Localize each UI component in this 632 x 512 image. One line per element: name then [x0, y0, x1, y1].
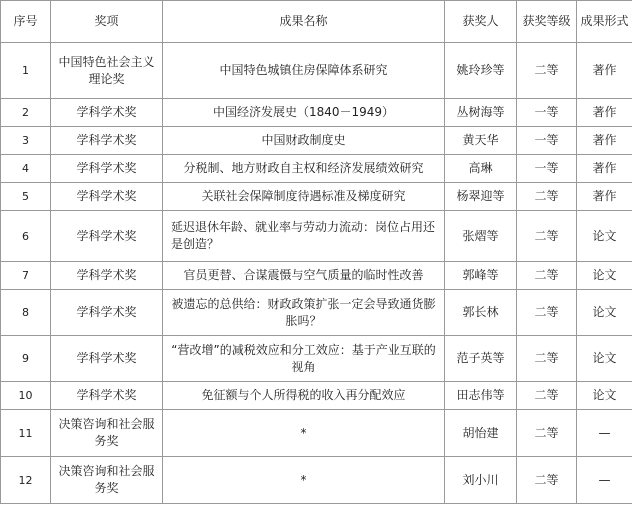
- cell-index: 8: [1, 290, 51, 336]
- table-row: [1, 43, 632, 99]
- cell-award: 学科学术奖: [51, 211, 163, 262]
- cell-level: 一等: [517, 99, 577, 127]
- cell-award: 决策咨询和社会服务奖: [51, 457, 163, 504]
- table-row: [1, 410, 632, 457]
- cell-form: 著作: [577, 99, 632, 127]
- cell-title: 分税制、地方财政自主权和经济发展绩效研究: [163, 155, 445, 183]
- cell-winner: 郭长林: [445, 290, 517, 336]
- cell-title: 免征额与个人所得税的收入再分配效应: [163, 382, 445, 410]
- cell-index: 6: [1, 211, 51, 262]
- cell-award: 中国特色社会主义理论奖: [51, 43, 163, 99]
- cell-title: 延迟退休年龄、就业率与劳动力流动：岗位占用还是创造？: [163, 211, 445, 262]
- cell-level: 二等: [517, 382, 577, 410]
- cell-winner: 郭峰等: [445, 262, 517, 290]
- header-form: 成果形式: [577, 1, 632, 43]
- cell-form: —: [577, 457, 632, 504]
- cell-winner: 田志伟等: [445, 382, 517, 410]
- cell-title: 被遗忘的总供给：财政政策扩张一定会导致通货膨胀吗？: [163, 290, 445, 336]
- cell-index: 7: [1, 262, 51, 290]
- cell-award: 学科学术奖: [51, 127, 163, 155]
- cell-award: 学科学术奖: [51, 336, 163, 382]
- cell-winner: 杨翠迎等: [445, 183, 517, 211]
- cell-award: 学科学术奖: [51, 183, 163, 211]
- cell-award: 决策咨询和社会服务奖: [51, 410, 163, 457]
- table-row: [1, 457, 632, 504]
- header-index: 序号: [1, 1, 51, 43]
- cell-winner: 刘小川: [445, 457, 517, 504]
- cell-form: 论文: [577, 211, 632, 262]
- cell-level: 一等: [517, 127, 577, 155]
- cell-award: 学科学术奖: [51, 262, 163, 290]
- cell-title: 中国特色城镇住房保障体系研究: [163, 43, 445, 99]
- table-row: [1, 127, 632, 155]
- table-row: [1, 99, 632, 127]
- cell-form: 著作: [577, 43, 632, 99]
- cell-form: 著作: [577, 127, 632, 155]
- table-row: [1, 155, 632, 183]
- header-row: [1, 1, 632, 43]
- cell-award: 学科学术奖: [51, 382, 163, 410]
- cell-level: 二等: [517, 262, 577, 290]
- cell-index: 3: [1, 127, 51, 155]
- cell-winner: 范子英等: [445, 336, 517, 382]
- cell-index: 5: [1, 183, 51, 211]
- cell-winner: 胡怡建: [445, 410, 517, 457]
- cell-title: *: [163, 410, 445, 457]
- cell-index: 4: [1, 155, 51, 183]
- cell-level: 一等: [517, 155, 577, 183]
- cell-index: 9: [1, 336, 51, 382]
- cell-level: 二等: [517, 410, 577, 457]
- table-row: [1, 262, 632, 290]
- cell-winner: 丛树海等: [445, 99, 517, 127]
- cell-index: 11: [1, 410, 51, 457]
- cell-title: “营改增”的减税效应和分工效应：基于产业互联的视角: [163, 336, 445, 382]
- table-row: [1, 183, 632, 211]
- cell-form: 著作: [577, 183, 632, 211]
- cell-level: 二等: [517, 211, 577, 262]
- table-row: [1, 211, 632, 262]
- cell-award: 学科学术奖: [51, 99, 163, 127]
- cell-index: 12: [1, 457, 51, 504]
- cell-index: 1: [1, 43, 51, 99]
- cell-level: 二等: [517, 290, 577, 336]
- cell-winner: 黄天华: [445, 127, 517, 155]
- cell-index: 2: [1, 99, 51, 127]
- cell-title: 中国经济发展史（1840－1949）: [163, 99, 445, 127]
- cell-level: 二等: [517, 457, 577, 504]
- header-winner: 获奖人: [445, 1, 517, 43]
- cell-form: 论文: [577, 290, 632, 336]
- cell-level: 二等: [517, 43, 577, 99]
- table-row: [1, 336, 632, 382]
- header-title: 成果名称: [163, 1, 445, 43]
- cell-winner: 张熠等: [445, 211, 517, 262]
- cell-form: 著作: [577, 155, 632, 183]
- cell-title: 官员更替、合谋震慑与空气质量的临时性改善: [163, 262, 445, 290]
- cell-award: 学科学术奖: [51, 290, 163, 336]
- cell-winner: 高琳: [445, 155, 517, 183]
- cell-form: 论文: [577, 262, 632, 290]
- cell-form: 论文: [577, 382, 632, 410]
- header-level: 获奖等级: [517, 1, 577, 43]
- table-row: [1, 382, 632, 410]
- cell-level: 二等: [517, 336, 577, 382]
- cell-level: 二等: [517, 183, 577, 211]
- cell-title: 关联社会保障制度待遇标准及梯度研究: [163, 183, 445, 211]
- table-row: [1, 290, 632, 336]
- header-award: 奖项: [51, 1, 163, 43]
- cell-winner: 姚玲珍等: [445, 43, 517, 99]
- cell-form: —: [577, 410, 632, 457]
- cell-index: 10: [1, 382, 51, 410]
- cell-title: 中国财政制度史: [163, 127, 445, 155]
- cell-title: *: [163, 457, 445, 504]
- cell-form: 论文: [577, 336, 632, 382]
- cell-award: 学科学术奖: [51, 155, 163, 183]
